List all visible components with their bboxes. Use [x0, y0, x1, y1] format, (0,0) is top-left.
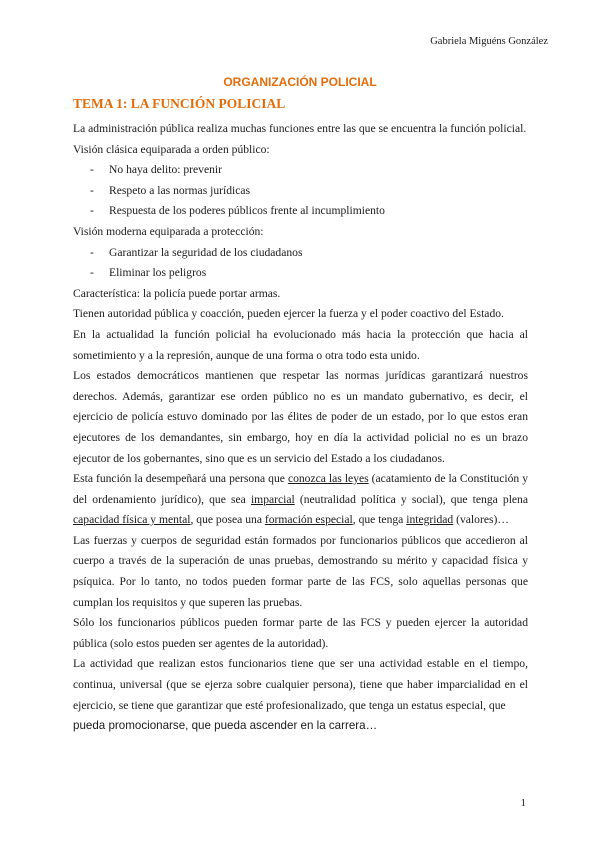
paragraph: La administración pública realiza muchas funciones entre las que se encuentra la función policial. [73, 122, 527, 135]
page-number: 1 [520, 797, 526, 809]
header-author: Gabriela Miguéns González [430, 36, 548, 47]
paragraph: Visión moderna equiparada a protección: [73, 224, 264, 238]
bullet-list [73, 160, 528, 222]
paragraph: En la actualidad la función policial ha evolucionado más hacia la protección que hacia al sometimiento y a la represión, aunque de una forma o otra todo esta unido. [73, 327, 528, 362]
document-body [73, 119, 528, 737]
paragraph: pueda promocionarse, que pueda ascender en la carrera… [73, 719, 378, 733]
paragraph: Esta función la desempeñará una persona que conozca las leyes (acatamiento de la Constitución y del ordenamiento jurídico), que sea imparcial (neutralidad política y social), que tenga plena capacidad física y mental, que posea una formación especial, que tenga integridad (valores)… [73, 472, 529, 527]
paragraph: Sólo los funcionarios públicos pueden formar parte de las FCS y pueden ejercer la autoridad pública (solo estos pueden ser agentes de la autoridad). [73, 616, 528, 650]
paragraph: Visión clásica equiparada a orden público: [73, 142, 270, 156]
list-item: - Garantizar la seguridad de los ciudadanos [90, 245, 303, 259]
section-heading: TEMA 1: LA FUNCIÓN POLICIAL [73, 96, 286, 111]
list-item: - No haya delito: prevenir [90, 163, 222, 177]
bullet-list [73, 243, 528, 284]
underlined-term: conozca las leyes [287, 472, 369, 486]
list-item: - Eliminar los peligros [90, 266, 207, 280]
paragraph: La actividad que realizan estos funcionarios tiene que ser una actividad estable en el tiempo, continua, universal (que se ejerza sobre cualquier persona), tiene que haber imparcialidad en el ejercicio, se tiene que garantizar que esté profesionalizado, que tenga un estatus especial, que [73, 657, 528, 712]
paragraph: Tienen autoridad pública y coacción, pueden ejercer la fuerza y el poder coactivo del Estado. [73, 307, 504, 321]
list-item: - Respeto a las normas jurídicas [90, 183, 251, 197]
document-title: ORGANIZACIÓN POLICIAL [223, 75, 377, 89]
underlined-term: imparcial [250, 492, 295, 506]
paragraph: Los estados democráticos mantienen que respetar las normas jurídicas garantizará nuestros derechos. Además, garantizar ese orden público no es un mandato gubernativo, es decir, el ejercicio de policía estuvo dominado por las élites de poder de un estado, por lo que estos eran ejecutores de los demandantes, sin embargo, hoy en día la actividad policial no es un brazo ejecutor de los gobernantes, sino que es un servicio del Estado a los ciudadanos. [73, 369, 528, 465]
underlined-term: capacidad física y mental [73, 513, 191, 527]
underlined-term: integridad [406, 513, 454, 527]
list-item: - Respuesta de los poderes públicos frente al incumplimiento [90, 204, 385, 218]
paragraph: Característica: la policía puede portar armas. [73, 286, 281, 300]
paragraph: Las fuerzas y cuerpos de seguridad están formados por funcionarios públicos que accedieron al cuerpo a través de la superación de unas pruebas, demostrando su mérito y capacidad física y psíquica. Por lo tanto, no todos pueden formar parte de las FCS, solo aquellas personas que cumplan los requisitos y que superen las pruebas. [73, 533, 528, 609]
underlined-term: formación especial [264, 513, 353, 527]
